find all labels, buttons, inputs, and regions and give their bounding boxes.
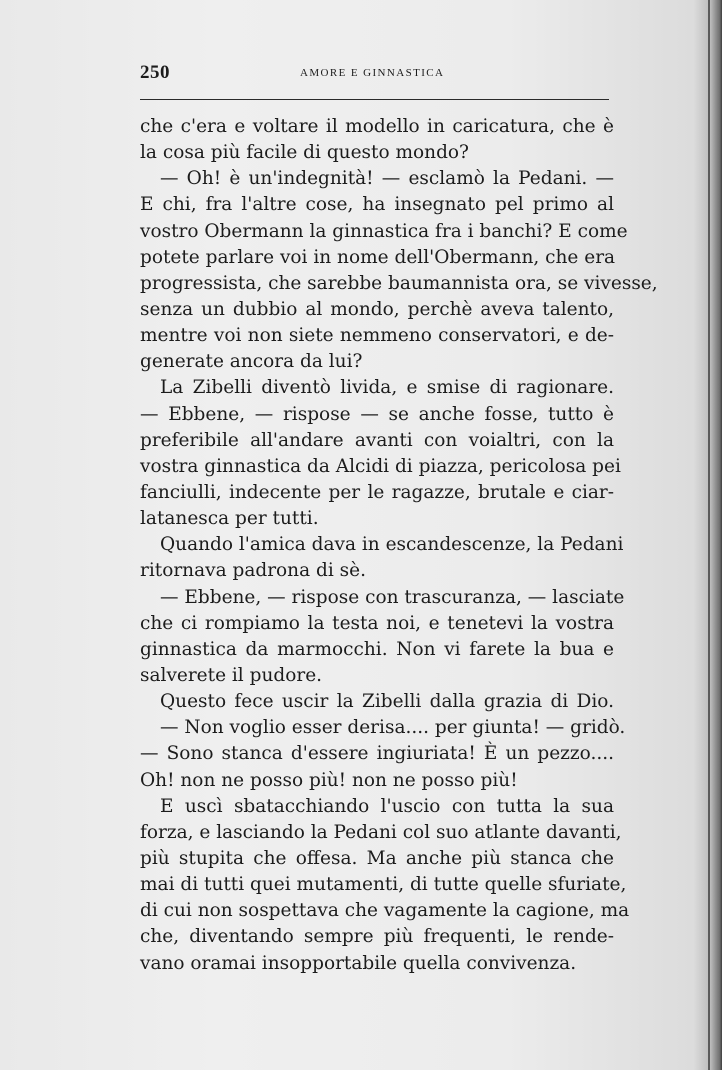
text-line: di cui non sospettava che vagamente la cagione, ma xyxy=(140,900,630,922)
text-line: ritornava padrona di sè. xyxy=(140,560,366,582)
text-line: E uscì sbatacchiando l'uscio con tutta la sua xyxy=(160,795,614,817)
text-line: che c'era e voltare il modello in caricatura, che è xyxy=(140,116,614,137)
body-text xyxy=(140,114,658,977)
text-line: E chi, fra l'altre cose, ha insegnato pel primo al xyxy=(140,194,614,216)
text-line: mentre voi non siete nemmeno conservatori, e de- xyxy=(140,325,614,347)
text-line: la cosa più facile di questo mondo? xyxy=(140,142,469,164)
text-line: latanesca per tutti. xyxy=(140,508,319,530)
text-line: progressista, che sarebbe baumannista ora, se vivesse, xyxy=(140,272,658,294)
text-line: generate ancora da lui? xyxy=(140,351,363,373)
binding-edge xyxy=(708,0,710,1070)
text-line: vano oramai insopportabile quella convivenza. xyxy=(140,952,577,974)
text-line: forza, e lasciando la Pedani col suo atlante davanti, xyxy=(140,821,622,843)
page-number: 250 xyxy=(140,62,170,83)
text-line: che, diventando sempre più frequenti, le rende- xyxy=(140,926,614,948)
text-line: fanciulli, indecente per le ragazze, brutale e ciar- xyxy=(140,481,614,503)
page-header xyxy=(140,62,612,92)
running-title: AMORE E GINNASTICA xyxy=(300,67,445,79)
text-line: — Ebbene, — rispose con trascuranza, — lasciate xyxy=(160,586,625,608)
text-line: ginnastica da marmocchi. Non vi farete la bua e xyxy=(140,638,614,660)
text-line: — Non voglio esser derisa.... per giunta! — gridò. xyxy=(160,717,626,739)
text-line: Quando l'amica dava in escandescenze, la Pedani xyxy=(160,534,624,556)
text-line: che ci rompiamo la testa noi, e tenetevi la vostra xyxy=(140,612,614,634)
text-line: Questo fece uscir la Zibelli dalla grazia di Dio. xyxy=(160,691,614,713)
text-line: Oh! non ne posso più! non ne posso più! xyxy=(140,769,518,791)
text-line: preferibile all'andare avanti con voialtri, con la xyxy=(140,429,614,451)
text-line: mai di tutti quei mutamenti, di tutte quelle sfuriate, xyxy=(140,874,627,896)
text-line: salverete il pudore. xyxy=(140,664,323,686)
text-line: — Oh! è un'indegnità! — esclamò la Pedani. — xyxy=(160,168,614,190)
text-line: — Sono stanca d'essere ingiuriata! È un pezzo.... xyxy=(140,743,614,765)
text-line: più stupita che offesa. Ma anche più stanca che xyxy=(140,847,614,869)
text-line: potete parlare voi in nome dell'Obermann, che era xyxy=(140,246,616,268)
text-line: senza un dubbio al mondo, perchè aveva talento, xyxy=(140,298,614,320)
text-line: vostro Obermann la ginnastica fra i banchi? E come xyxy=(140,220,628,242)
text-line: La Zibelli diventò livida, e smise di ragionare. xyxy=(160,377,614,399)
text-line: vostra ginnastica da Alcidi di piazza, pericolosa pei xyxy=(140,455,621,477)
text-line: — Ebbene, — rispose — se anche fosse, tutto è xyxy=(140,403,614,425)
header-rule xyxy=(140,99,609,100)
